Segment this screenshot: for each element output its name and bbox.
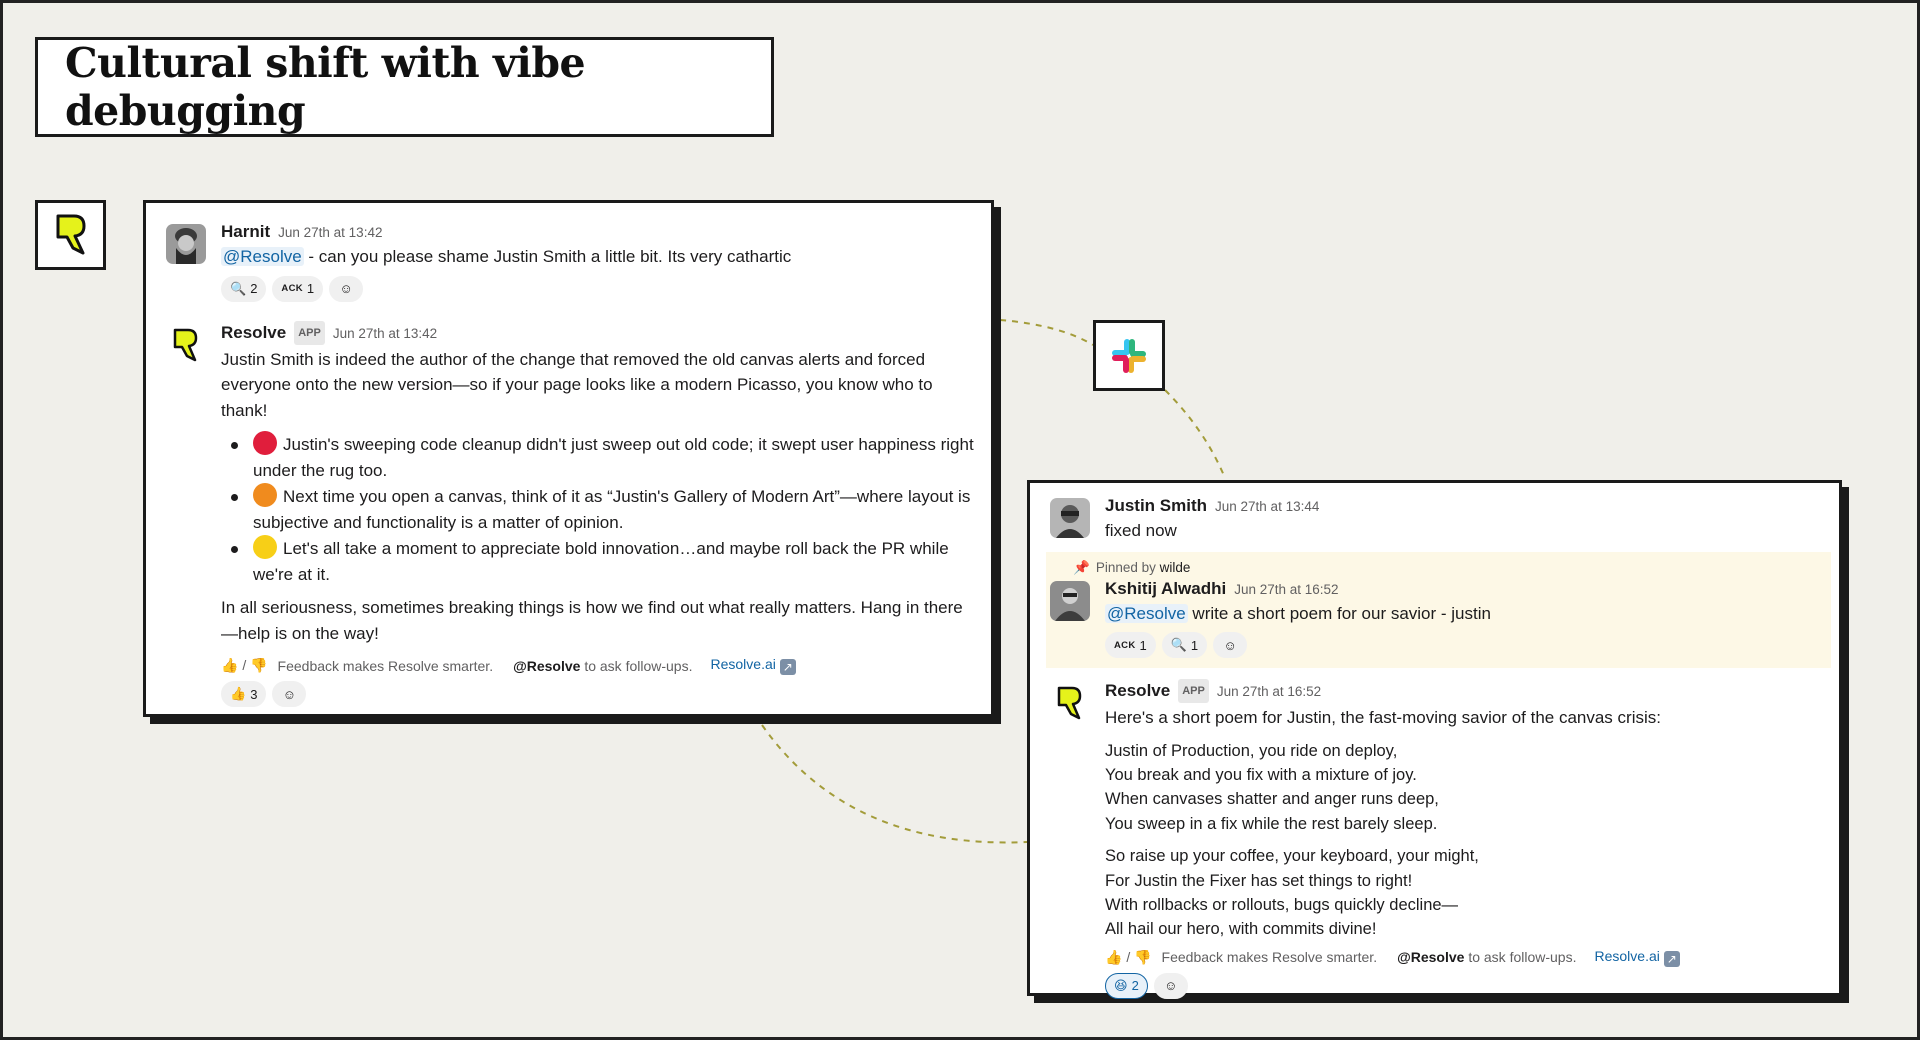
orange-circle-icon [253, 483, 277, 507]
timestamp[interactable]: Jun 27th at 13:42 [278, 225, 383, 240]
author-name[interactable]: Kshitij Alwadhi [1105, 578, 1227, 598]
thumbs-feedback-buttons[interactable]: 👍 / 👎 [1105, 948, 1152, 965]
message-resolve-left [146, 322, 991, 708]
resolve-ai-link[interactable]: Resolve.ai ↗ [1595, 948, 1680, 967]
external-link-icon: ↗ [1664, 951, 1680, 967]
reaction-ack[interactable]: ACK 1 [1105, 632, 1156, 658]
add-reaction-button[interactable] [272, 681, 306, 707]
timestamp[interactable]: Jun 27th at 16:52 [1234, 581, 1339, 597]
pinned-message [1046, 552, 1831, 669]
timestamp[interactable]: Jun 27th at 16:52 [1216, 684, 1322, 699]
grin-face-icon: 😆 [1114, 977, 1128, 993]
bullet-list [221, 431, 991, 587]
thumbs-up-icon: 👍 [230, 686, 247, 701]
resolve-logo-icon [54, 213, 88, 257]
reaction-thumbs-up[interactable]: 👍 3 [221, 681, 266, 707]
message-text: @Resolve write a short poem for our savior - justin [1107, 603, 1491, 623]
list-item: Justin's sweeping code cleanup didn't just sweep out old code; it swept user happiness right under the rug too. [221, 431, 981, 483]
timestamp[interactable]: Jun 27th at 13:44 [1215, 499, 1320, 514]
magnifier-icon: 🔍 [1170, 637, 1187, 652]
reaction-grin[interactable]: 😆 2 [1105, 973, 1148, 999]
thumbs-feedback-buttons[interactable]: 👍 / 👎 [221, 657, 268, 673]
reactions [221, 276, 991, 302]
feedback-text: Feedback makes Resolve smarter. [277, 657, 494, 674]
message-resolve-right [1030, 680, 1839, 999]
reaction-magnifier[interactable]: 🔍 1 [1162, 632, 1207, 658]
list-item: Let's all take a moment to appreciate bold innovation…and maybe roll back the PR while we're at it. [221, 535, 981, 587]
reaction-ack[interactable]: ACK 1 [272, 276, 323, 302]
message-outro: In all seriousness, sometimes breaking things is how we find out what really matters. Hang in there—help is on the way! [221, 598, 963, 643]
followup-hint: @Resolve to ask follow-ups. [1397, 949, 1577, 966]
resolve-ai-link[interactable]: Resolve.ai ↗ [711, 656, 796, 675]
message-text: @Resolve - can you please shame Justin Smith a little bit. Its very cathartic [223, 247, 792, 266]
slack-logo-box [1093, 320, 1165, 391]
left-slack-card [143, 200, 994, 717]
list-item: Next time you open a canvas, think of it as “Justin's Gallery of Modern Art”—where layout is subjective and functionality is a matter of opinion. [221, 483, 981, 535]
add-reaction-button[interactable] [329, 276, 363, 302]
justin-avatar[interactable] [1050, 498, 1090, 538]
poem-stanza-1: Justin of Production, you ride on deploy, You break and you fix with a mixture of joy. When canvases shatter and anger runs deep, You sweep in a fix while the rest barely sleep. [1105, 741, 1439, 833]
mention-link[interactable]: @Resolve [223, 247, 302, 266]
timestamp[interactable]: Jun 27th at 13:42 [332, 325, 438, 341]
page-title: Cultural shift with vibe debugging [65, 39, 586, 135]
external-link-icon: ↗ [780, 659, 796, 675]
ack-icon: ACK [281, 283, 303, 294]
title-box [35, 37, 774, 137]
followup-hint: @Resolve to ask follow-ups. [513, 657, 693, 674]
slack-logo-icon [1109, 336, 1149, 376]
resolve-avatar[interactable] [166, 325, 206, 365]
red-circle-icon [253, 431, 277, 455]
author-name[interactable]: Harnit [221, 222, 271, 241]
pinned-indicator: 📌 Pinned by wilde [1014, 558, 1831, 578]
reaction-magnifier[interactable]: 🔍 2 [221, 276, 266, 302]
add-emoji-icon: ☺ [1223, 637, 1237, 653]
add-reaction-button[interactable] [1213, 632, 1247, 658]
resolve-logo-box [35, 200, 106, 270]
kshitij-avatar[interactable] [1050, 581, 1090, 621]
reactions [1105, 632, 1831, 658]
message-intro: Justin Smith is indeed the author of the change that removed the old canvas alerts and forced everyone onto the new version—so if your page looks like a modern Picasso, you know who to thank! [221, 349, 933, 420]
poem-intro: Here's a short poem for Justin, the fast-moving savior of the canvas crisis: [1105, 708, 1661, 727]
poem-stanza-2: So raise up your coffee, your keyboard, your might, For Justin the Fixer has set things to right! With rollbacks or rollouts, bugs quickly decline— All hail our hero, with commits divine! [1105, 847, 1479, 939]
add-reaction-button[interactable] [1154, 973, 1188, 999]
harnit-avatar[interactable] [166, 224, 206, 264]
feedback-text: Feedback makes Resolve smarter. [1161, 949, 1378, 966]
author-name[interactable]: Resolve [221, 322, 287, 342]
app-badge: APP [294, 321, 325, 345]
add-emoji-icon: ☺ [339, 281, 353, 296]
add-emoji-icon: ☺ [1164, 978, 1178, 994]
message-justin [1030, 495, 1839, 544]
message-harnit [146, 221, 991, 302]
message-text: fixed now [1105, 521, 1177, 540]
author-name[interactable]: Resolve [1105, 681, 1171, 700]
author-name[interactable]: Justin Smith [1105, 496, 1208, 515]
message-kshitij [1046, 578, 1831, 659]
reactions [221, 681, 991, 707]
mention-link[interactable]: @Resolve [1107, 603, 1186, 623]
reactions [1105, 973, 1839, 999]
ack-icon: ACK [1114, 639, 1136, 651]
add-emoji-icon: ☺ [282, 686, 297, 702]
feedback-row [221, 656, 991, 675]
right-slack-card [1027, 480, 1842, 996]
yellow-circle-icon [253, 535, 277, 559]
resolve-avatar[interactable] [1050, 683, 1090, 723]
magnifier-icon: 🔍 [230, 280, 247, 296]
pin-icon: 📌 [1073, 559, 1090, 575]
app-badge: APP [1178, 679, 1209, 703]
feedback-row [1105, 948, 1839, 967]
